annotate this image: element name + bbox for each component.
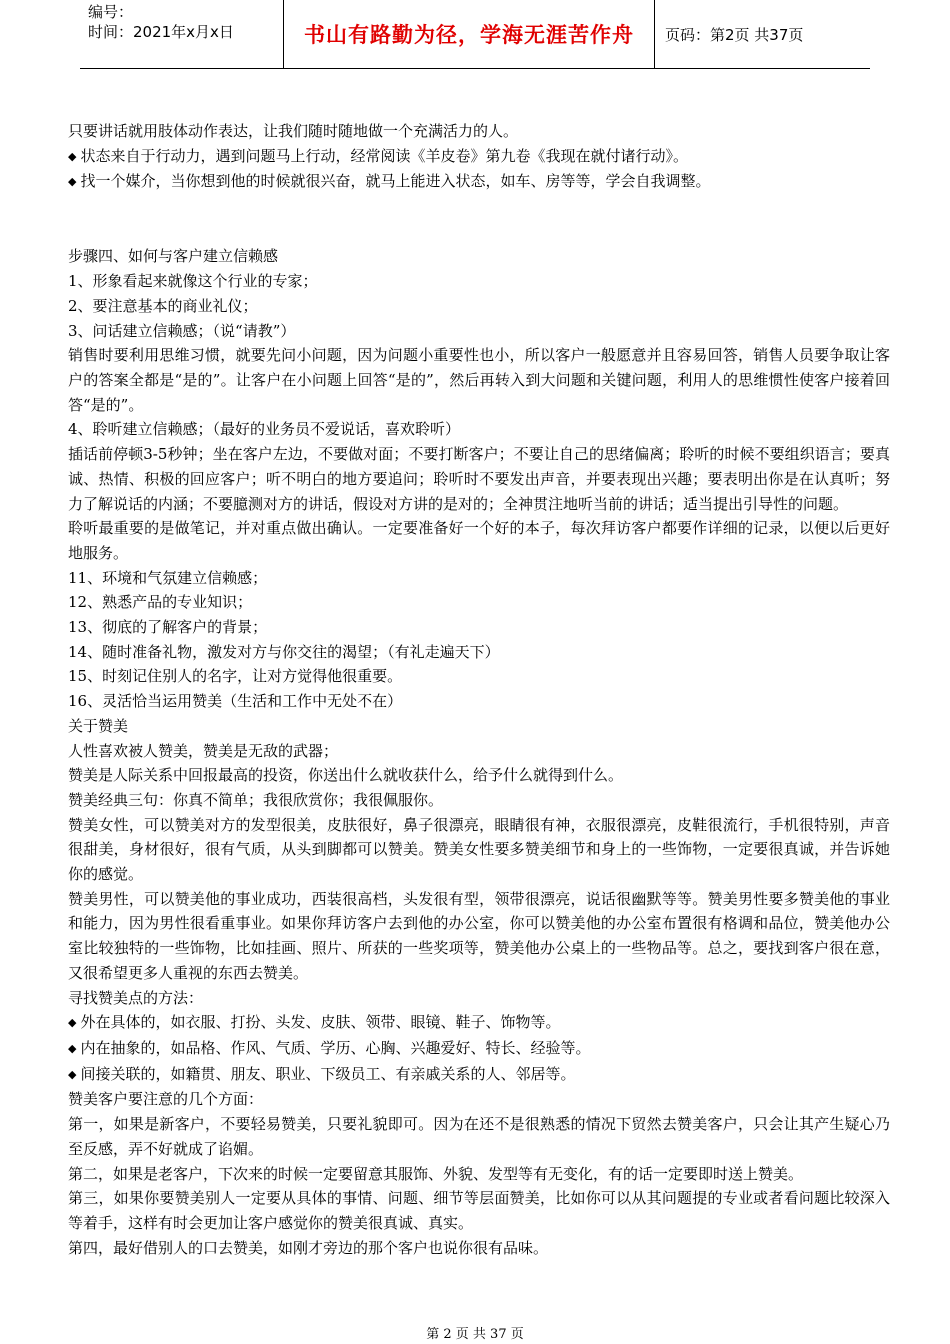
paragraph: 赞美经典三句：你真不简单；我很欣赏你；我很佩服你。 <box>68 790 444 809</box>
paragraph: 第二，如果是老客户，下次来的时候一定要留意其服饰、外貌、发型等有无变化，有的话一定要即时送上赞美。 <box>68 1164 804 1183</box>
page-header <box>80 0 870 69</box>
paragraph: 赞美客户要注意的几个方面： <box>68 1090 264 1109</box>
section-heading: 步骤四、如何与客户建立信赖感 <box>68 247 279 266</box>
page-code: 页码：第2页 共37页 <box>665 25 804 44</box>
bullet-item: ◆ 状态来自于行动力，遇到问题马上行动，经常阅读《羊皮卷》第九卷《我现在就付诸行动》。 <box>68 144 890 170</box>
document-body <box>68 119 890 1260</box>
paragraph: 只要讲话就用肢体动作表达，让我们随时随地做一个充满活力的人。 <box>68 122 519 140</box>
paragraph: 赞美女性，可以赞美对方的发型很美，皮肤很好，鼻子很漂亮，眼睛很有神，衣服很漂亮，皮鞋很流行，手机很特别，声音很甜美，身材很好，很有气质，从头到脚都可以赞美。赞美女性要多赞美细节和身上的一些饰物，一定要很真诚，并告诉她你的感觉。 <box>68 815 890 884</box>
paragraph: 聆听最重要的是做笔记，并对重点做出确认。一定要准备好一个好的本子，每次拜访客户都要作详细的记录，以便以后更好地服务。 <box>68 519 890 562</box>
bullet-item: ◆ 找一个媒介，当你想到他的时候就很兴奋，就马上能进入状态，如车、房等等，学会自我调整。 <box>68 169 890 195</box>
bullet-item: ◆ 内在抽象的，如品格、作风、气质、学历、心胸、兴趣爱好、特长、经验等。 <box>68 1036 890 1062</box>
header-page-code-cell <box>655 0 870 68</box>
paragraph: 销售时要利用思维习惯，就要先问小问题，因为问题小重要性也小，所以客户一般愿意并且容易回答，销售人员要争取让客户的答案全都是“是的”。让客户在小问题上回答“是的”，然后再转入到大问题和关键问题，利用人的思维惯性使客户接着回答“是的”。 <box>68 346 890 414</box>
list-item: 11、环境和气氛建立信赖感； <box>68 568 268 587</box>
header-meta <box>80 0 283 68</box>
list-item: 1、形象看起来就像这个行业的专家； <box>68 272 318 291</box>
time-label: 时间：2021年x月x日 <box>88 23 234 41</box>
page-footer: 第 2 页 共 37 页 <box>426 1327 524 1342</box>
motto: 书山有路勤为径，学海无涯苦作舟 <box>304 23 634 47</box>
paragraph: 赞美男性，可以赞美他的事业成功，西装很高档，头发很有型，领带很漂亮，说话很幽默等等。赞美男性要多赞美他的事业和能力，因为男性很看重事业。如果你拜访客户去到他的办公室，你可以赞美他的办公室布置很有格调和品位，赞美他办公室比较独特的一些饰物，比如挂画、照片、所获的一些奖项等，赞美他办公桌上的一些物品等。总之，要找到客户很在意，又很希望更多人重视的东西去赞美。 <box>68 889 890 982</box>
paragraph: 第三，如果你要赞美别人一定要从具体的事情、问题、细节等层面赞美，比如你可以从其问题提的专业或者看问题比较深入等着手，这样有时会更加让客户感觉你的赞美很真诚、真实。 <box>68 1189 890 1232</box>
paragraph: 第一，如果是新客户，不要轻易赞美，只要礼貌即可。因为在还不是很熟悉的情况下贸然去赞美客户，只会让其产生疑心乃至反感，弄不好就成了谄媚。 <box>68 1115 890 1158</box>
number-label: 编号： <box>88 3 134 21</box>
paragraph: 寻找赞美点的方法： <box>68 988 204 1007</box>
subheading: 关于赞美 <box>68 716 129 735</box>
list-item: 13、彻底的了解客户的背景； <box>68 618 268 637</box>
list-item: 16、灵活恰当运用赞美（生活和工作中无处不在） <box>68 692 403 711</box>
bullet-item: ◆ 外在具体的，如衣服、打扮、头发、皮肤、领带、眼镜、鞋子、饰物等。 <box>68 1010 890 1036</box>
paragraph: 人性喜欢被人赞美，赞美是无敌的武器； <box>68 741 339 760</box>
paragraph: 插话前停顿3-5秒钟；坐在客户左边，不要做对面；不要打断客户；不要让自己的思绪偏离；聆听的时候不要组织语言；要真诚、热情、积极的回应客户；听不明白的地方要追问；聆听时不要发出声音，并要表现出兴趣；要表明出你是在认真听；努力了解说话的内涵；不要臆测对方的讲话，假设对方讲的是对的；全神贯注地听当前的讲话；适当提出引导性的问题。 <box>68 445 890 513</box>
bullet-item: ◆ 间接关联的，如籍贯、朋友、职业、下级员工、有亲戚关系的人、邻居等。 <box>68 1062 890 1088</box>
paragraph: 赞美是人际关系中回报最高的投资，你送出什么就收获什么，给予什么就得到什么。 <box>68 766 624 785</box>
list-item: 4、聆听建立信赖感；（最好的业务员不爱说话，喜欢聆听） <box>68 420 461 439</box>
list-item: 3、问话建立信赖感；（说“请教”） <box>68 321 296 340</box>
list-item: 14、随时准备礼物，激发对方与你交往的渴望；（有礼走遍天下） <box>68 642 500 661</box>
list-item: 2、要注意基本的商业礼仪； <box>68 296 258 315</box>
paragraph: 第四，最好借别人的口去赞美，如刚才旁边的那个客户也说你很有品味。 <box>68 1238 549 1257</box>
header-motto-cell <box>283 0 655 68</box>
list-item: 12、熟悉产品的专业知识； <box>68 593 253 612</box>
list-item: 15、时刻记住别人的名字，让对方觉得他很重要。 <box>68 667 403 686</box>
